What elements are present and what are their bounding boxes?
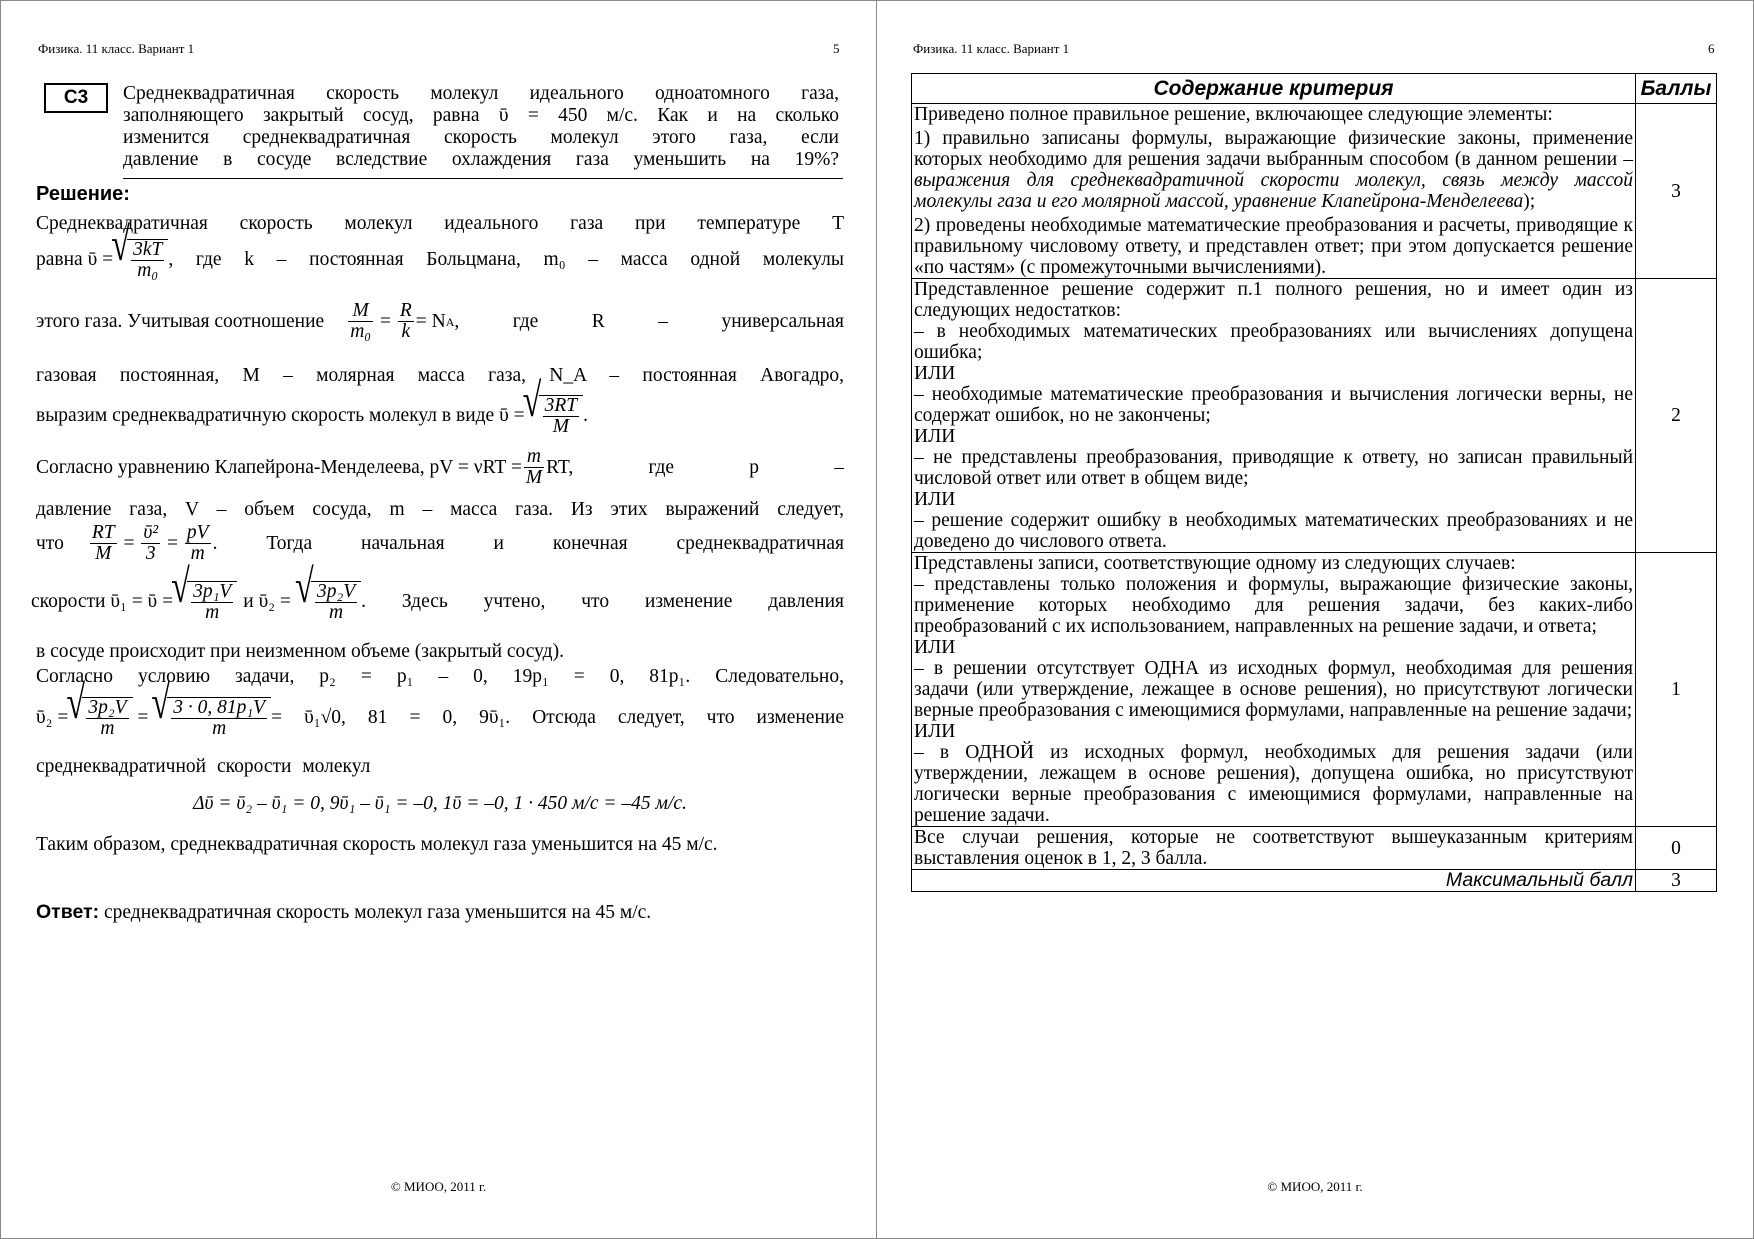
score-cell: 0 bbox=[1636, 827, 1717, 870]
task-label: С3 bbox=[44, 83, 108, 113]
criterion-cell: Представлены записи, соответствующие одному из следующих случаев: – представлены только положения и формулы, выражающие физические законы, применение которых необходимо для решения задачи, без каких-либо преобразований с их использованием, направленных на решение задачи, и ответа; ИЛИ – в решении отсутствует ОДНА из исходных формул, необходимая для решения задачи (или утверждение, лежащее в основе решения), но присутствуют логически верные преобразования с имеющимися формулами, направленные на решение задачи; ИЛИ – в ОДНОЙ из исходных формул, необходимых для решения задачи (или утверждении, лежащем в основе решения), допущена ошибка, но присутствуют логически верные преобразования с имеющимися формулами, направленные на решение задачи. bbox=[912, 553, 1636, 827]
solution-line-7: давление газа, V – объем сосуда, m – масса газа. Из этих выражений следует, bbox=[36, 499, 844, 520]
solution-line-2: равна ῡ = √ $\frac{3kT}{\text{m₀}}$ , где k – постоянная Больцмана, m₀ – масса одной молекулы bbox=[36, 239, 844, 281]
sqrt-formula: √ $\frac{3kT}{\text{m₀}}$ bbox=[113, 239, 168, 281]
table-row bbox=[912, 104, 1717, 279]
criterion-column-header: Содержание критерия bbox=[912, 74, 1636, 104]
delta-formula: Δῡ = ῡ₂ – ῡ₁ = 0, 9ῡ₁ – ῡ₁ = –0, 1ῡ = –0, 1 · 450 м/с = –45 м/с. bbox=[193, 793, 687, 814]
solution-line-6: Согласно уравнению Клапейрона-Менделеева, pV = νRT = $\frac{m}{M}$ RT, где p – bbox=[36, 446, 844, 488]
table-row bbox=[912, 279, 1717, 553]
solution-line-1: Среднеквадратичная скорость молекул идеального газа при температуре T bbox=[36, 213, 844, 234]
score-cell: 1 bbox=[1636, 553, 1717, 827]
fraction: $\frac{R}{k}$ bbox=[399, 300, 412, 342]
sqrt-formula: √ $\frac{\text{3p₂V}}{m}$ bbox=[297, 581, 361, 623]
solution-line-10: в сосуде происходит при неизменном объеме (закрытый сосуд). bbox=[36, 641, 564, 662]
fraction: $\frac{\text{ῡ²}}{3}$ bbox=[143, 522, 159, 564]
task-line: изменится среднеквадратичная скорость молекул этого газа, если bbox=[123, 127, 839, 148]
fraction: $\frac{pV}{m}$ bbox=[186, 522, 209, 564]
score-column-header: Баллы bbox=[1636, 74, 1717, 104]
task-line: заполняющего закрытый сосуд, равна ῡ = 450 м/с. Как и на сколько bbox=[123, 105, 839, 126]
left-page-number: 5 bbox=[833, 41, 840, 56]
sqrt-formula: √ $\frac{\text{3p₁V}}{m}$ bbox=[173, 581, 237, 623]
right-footer: © МИОО, 2011 г. bbox=[1267, 1179, 1363, 1194]
solution-line-5: выразим среднеквадратичную скорость молекул в виде ῡ = √ $\frac{3RT}{M}$ . bbox=[36, 395, 844, 437]
solution-line-11: Согласно условию задачи, p₂ = p₁ – 0, 19p₁ = 0, 81p₁. Следовательно, bbox=[36, 666, 844, 687]
right-page-number: 6 bbox=[1708, 41, 1715, 56]
fraction: $\frac{RT}{M}$ bbox=[91, 522, 115, 564]
table-header-row bbox=[912, 74, 1717, 104]
table-row bbox=[912, 827, 1717, 870]
solution-line-9: скорости ῡ₁ = ῡ = √ $\frac{\text{3p₁V}}{m}$ и ῡ₂ = √ $\frac{\text{3p₂V}}{m}$ . Здесь учтено, что изменение давления bbox=[31, 581, 844, 623]
score-cell: 3 bbox=[1636, 104, 1717, 279]
conclusion: Таким образом, среднеквадратичная скорость молекул газа уменьшится на 45 м/с. bbox=[36, 834, 718, 855]
score-cell: 2 bbox=[1636, 279, 1717, 553]
task-statement bbox=[123, 83, 839, 171]
criterion-cell: Представленное решение содержит п.1 полного решения, но и имеет один из следующих недостатков: – в необходимых математических преобразованиях или вычислениях допущена ошибка; ИЛИ – необходимые математические преобразования и вычисления логически верны, не содержат ошибок, но не закончены; ИЛИ – не представлены преобразования, приводящие к ответу, но записан правильный числовой ответ или ответ в общем виде; ИЛИ – решение содержит ошибку в необходимых математических преобразованиях и не доведено до числового ответа. bbox=[912, 279, 1636, 553]
fraction: $\frac{M}{\text{m₀}}$ bbox=[350, 300, 372, 342]
max-score-value: 3 bbox=[1636, 870, 1717, 892]
sqrt-formula: √ $\frac{\text{3 · 0, 81p₁V}}{m}$ bbox=[153, 697, 271, 739]
sqrt-formula: √ $\frac{3RT}{M}$ bbox=[525, 395, 584, 437]
criterion-cell: Все случаи решения, которые не соответствуют вышеуказанным критериям выставления оценок в 1, 2, 3 балла. bbox=[912, 827, 1636, 870]
left-footer: © МИОО, 2011 г. bbox=[390, 1179, 487, 1194]
left-header: Физика. 11 класс. Вариант 1 bbox=[38, 41, 195, 56]
task-line: Среднеквадратичная скорость молекул идеального одноатомного газа, bbox=[123, 83, 839, 104]
solution-line-13: среднеквадратичной скорости молекул bbox=[36, 756, 371, 777]
solution-line-3: этого газа. Учитывая соотношение $\frac{M}{\text{m₀}}$ = $\frac{R}{k}$ = N A , где R – универсальная bbox=[36, 300, 844, 342]
sqrt-formula: √ $\frac{\text{3p₂V}}{m}$ bbox=[68, 697, 132, 739]
max-score-label: Максимальный балл bbox=[912, 870, 1636, 892]
fraction: $\frac{m}{M}$ bbox=[525, 446, 543, 488]
task-line: давление в сосуде вследствие охлаждения газа уменьшить на 19%? bbox=[123, 149, 839, 170]
solution-line-8: что $\frac{RT}{M}$ = $\frac{\text{ῡ²}}{3}$ = $\frac{pV}{m}$ . Тогда начальная и конечная среднеквадратичная bbox=[36, 522, 844, 564]
answer-text: среднеквадратичная скорость молекул газа уменьшится на 45 м/с. bbox=[99, 902, 652, 923]
solution-line-4: газовая постоянная, M – молярная масса газа, N_A – постоянная Авогадро, bbox=[36, 365, 844, 386]
right-header: Физика. 11 класс. Вариант 1 bbox=[913, 41, 1070, 56]
solution-line-12: ῡ₂ = √ $\frac{\text{3p₂V}}{m}$ = √ $\frac{\text{3 · 0, 81p₁V}}{m}$ = ῡ₁√0, 81 = 0, 9ῡ₁. Отсюда следует, что изменение bbox=[36, 697, 844, 739]
table-row bbox=[912, 553, 1717, 827]
task-divider bbox=[123, 178, 843, 179]
answer-label: Ответ: bbox=[36, 901, 100, 923]
criteria-table bbox=[911, 73, 1717, 892]
solution-heading: Решение: bbox=[36, 183, 130, 205]
answer bbox=[36, 901, 844, 924]
criterion-cell: Приведено полное правильное решение, включающее следующие элементы: 1) правильно записаны формулы, выражающие физические законы, применение которых необходимо для решения задачи выбранным способом (в данном решении – выражения для среднеквадратичной скорости молекул, связь между массой молекулы газа и его молярной массой, уравнение Клапейрона-Менделеева); 2) проведены необходимые математические преобразования и расчеты, приводящие к правильному числовому ответу, и представлен ответ; при этом допускается решение «по частям» (с промежуточными вычислениями). bbox=[912, 104, 1636, 279]
table-row-max bbox=[912, 870, 1717, 892]
